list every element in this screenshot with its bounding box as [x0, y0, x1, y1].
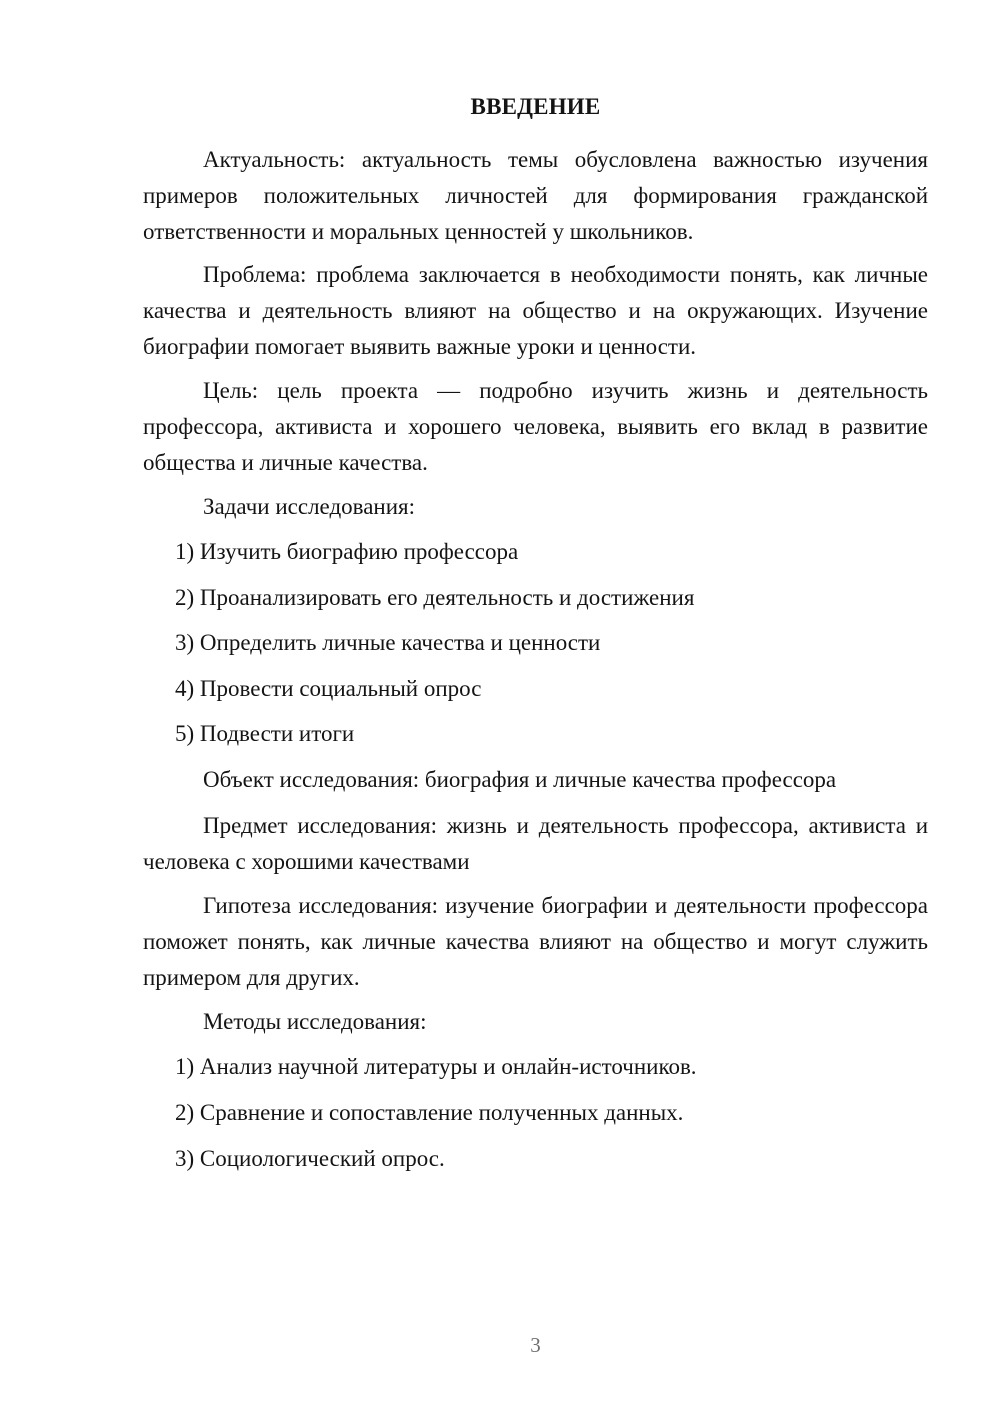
hypothesis-paragraph: Гипотеза исследования: изучение биографии и деятельности профессора поможет понять, как личные качества влияют на общество и могут служить примером для других.: [143, 893, 928, 990]
subject-paragraph: Предмет исследования: жизнь и деятельность профессора, активиста и человека с хорошими качествами: [143, 813, 928, 874]
goal-paragraph: Цель: цель проекта — подробно изучить жизнь и деятельность профессора, активиста и хорошего человека, выявить его вклад в развитие общества и личные качества.: [143, 378, 928, 475]
problem-paragraph: Проблема: проблема заключается в необходимости понять, как личные качества и деятельность влияют на общество и на окружающих. Изучение биографии помогает выявить важные уроки и ценности.: [143, 262, 928, 359]
relevance-paragraph: Актуальность: актуальность темы обусловлена важностью изучения примеров положительных личностей для формирования гражданской ответственности и моральных ценностей у школьников.: [143, 147, 928, 244]
methods-heading: Методы исследования:: [203, 1009, 427, 1034]
task-item: 1) Изучить биографию профессора: [175, 539, 519, 564]
page-number: 3: [530, 1333, 541, 1357]
tasks-heading: Задачи исследования:: [203, 494, 416, 519]
page-title: ВВЕДЕНИЕ: [470, 94, 601, 119]
object-paragraph: Объект исследования: биография и личные качества профессора: [203, 767, 837, 792]
task-item: 5) Подвести итоги: [175, 721, 355, 746]
method-item: 2) Сравнение и сопоставление полученных данных.: [175, 1100, 684, 1125]
method-item: 1) Анализ научной литературы и онлайн-источников.: [175, 1054, 697, 1079]
task-item: 4) Провести социальный опрос: [175, 676, 482, 701]
task-item: 2) Проанализировать его деятельность и достижения: [175, 585, 695, 610]
task-item: 3) Определить личные качества и ценности: [175, 630, 601, 655]
method-item: 3) Социологический опрос.: [175, 1146, 445, 1171]
